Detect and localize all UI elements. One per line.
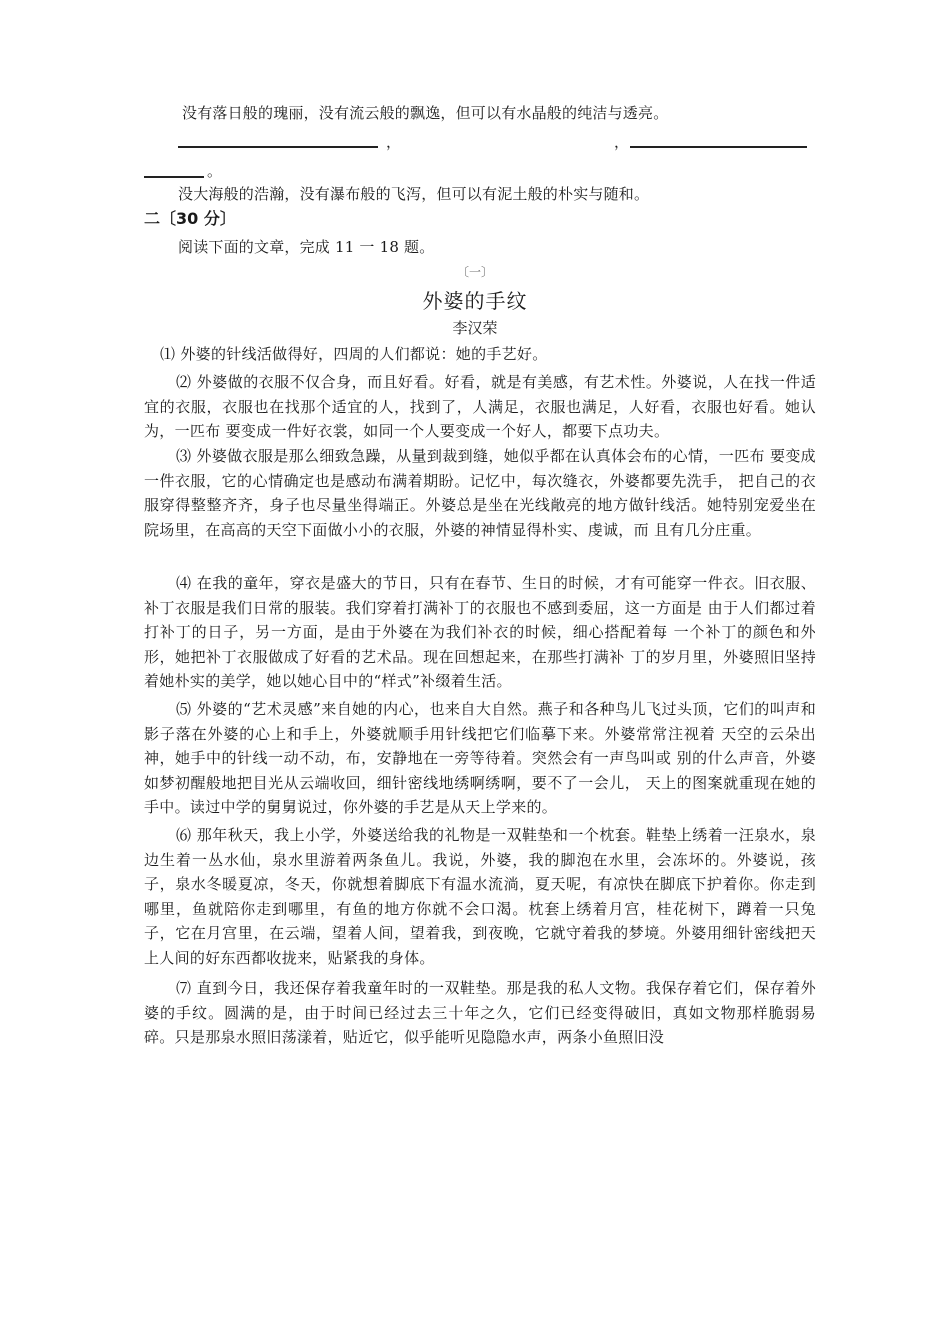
blank-comma-1: ， bbox=[386, 133, 402, 151]
paragraph-7: ⑺ 直到今日，我还保存着我童年时的一双鞋垫。那是我的私人文物。我保存着它们，保存着外婆的手纹。圆满的是，由于时间已经过去三十年之久，它们已经变得破旧，真如文物那样脆弱易碎。只是那泉水照旧荡漾着，贴近它，似乎能听见隐隐水声，两条小鱼照旧没 bbox=[144, 979, 816, 1046]
paragraph-4: ⑷ 在我的童年，穿衣是盛大的节日，只有在春节、生日的时候，才有可能穿一件衣。旧衣服、补丁衣服是我们日常的服装。我们穿着打满补丁的衣服也不感到委屈，这一方面是 由于人们都过着打补丁的日子，另一方面，是由于外婆在为我们补衣的时候，细心搭配着每 一个补丁的颜色和外形，她把补丁衣服做成了好看的艺术品。现在回想起来，在那些打满补 丁的岁月里，外婆照旧坚持着她朴实的美学，她以她心目中的“样式”补缀着生活。 bbox=[144, 574, 816, 690]
blank-period: 。 bbox=[207, 162, 223, 180]
part-label: 〔一〕 bbox=[456, 265, 493, 279]
section-heading: 二〔30 分〕 bbox=[144, 209, 236, 228]
paragraph-3: ⑶ 外婆做衣服是那么细致急躁，从量到裁到缝，她似乎都在认真体会布的心情，一匹布 要变成一件衣服，它的心情确定也是感动布满着期盼。记忆中，每次缝衣，外婆都要先洗手， 把自己的衣服穿得整整齐齐，身子也尽量坐得端正。外婆总是坐在光线敞亮的地方做针线活。她特别宠爱坐在院场里，在高高的天空下面做小小的衣服，外婆的神情显得朴实、虔诚，而 且有几分庄重。 bbox=[144, 447, 816, 539]
blank-comma-2: ， bbox=[614, 133, 630, 151]
paragraph-1: ⑴ 外婆的针线活做得好，四周的人们都说：她的手艺好。 bbox=[160, 345, 548, 363]
paragraph-2: ⑵ 外婆做的衣服不仅合身，而且好看。好看，就是有美感，有艺术性。外婆说，人在找一件适宜的衣服，衣服也在找那个适宜的人，找到了，人满足，衣服也满足，人好看，衣服也好看。她认为，一匹布 要变成一件好衣裳，如同一个人要变成一个好人，都要下点功夫。 bbox=[144, 373, 816, 440]
text-line-crystal: 没有落日般的瑰丽，没有流云般的飘逸，但可以有水晶般的纯洁与透亮。 bbox=[182, 104, 669, 122]
article-author: 李汉荣 bbox=[452, 319, 498, 337]
article-title: 外婆的手纹 bbox=[422, 289, 528, 313]
text-line-ocean: 没大海般的浩瀚，没有瀑布般的飞泻，但可以有泥土般的朴实与随和。 bbox=[178, 185, 650, 203]
fill-blank-2[interactable] bbox=[630, 146, 807, 148]
fill-blank-3[interactable] bbox=[144, 176, 204, 178]
paragraph-5: ⑸ 外婆的“艺术灵感”来自她的内心，也来自大自然。燕子和各种鸟儿飞过头顶，它们的叫声和影子落在外婆的心上和手上，外婆就顺手用针线把它们临摹下来。外婆常常注视着 天空的云朵出神，她手中的针线一动不动，布，安静地在一旁等待着。突然会有一声鸟叫或 别的什么声音，外婆如梦初醒般地把目光从云端收回，细针密线地绣啊绣啊，要不了一会儿， 天上的图案就重现在她的手中。读过中学的舅舅说过，你外婆的手艺是从天上学来的。 bbox=[144, 700, 816, 816]
fill-blank-1[interactable] bbox=[178, 146, 378, 148]
paragraph-6: ⑹ 那年秋天，我上小学，外婆送给我的礼物是一双鞋垫和一个枕套。鞋垫上绣着一汪泉水，泉边生着一丛水仙，泉水里游着两条鱼儿。我说，外婆，我的脚泡在水里，会冻坏的。外婆说，孩子，泉水冬暖夏凉，冬天，你就想着脚底下有温水流淌，夏天呢，有凉快在脚底下护着你。你走到哪里，鱼就陪你走到哪里，有鱼的地方你就不会口渴。枕套上绣着月宫，桂花树下，蹲着一只兔子，它在月宫里，在云端，望着人间，望着我，到夜晚，它就守着我的梦境。外婆用细针密线把天上人间的好东西都收拢来，贴紧我的身体。 bbox=[144, 826, 816, 967]
section-instruction: 阅读下面的文章，完成 11 一 18 题。 bbox=[178, 238, 435, 256]
